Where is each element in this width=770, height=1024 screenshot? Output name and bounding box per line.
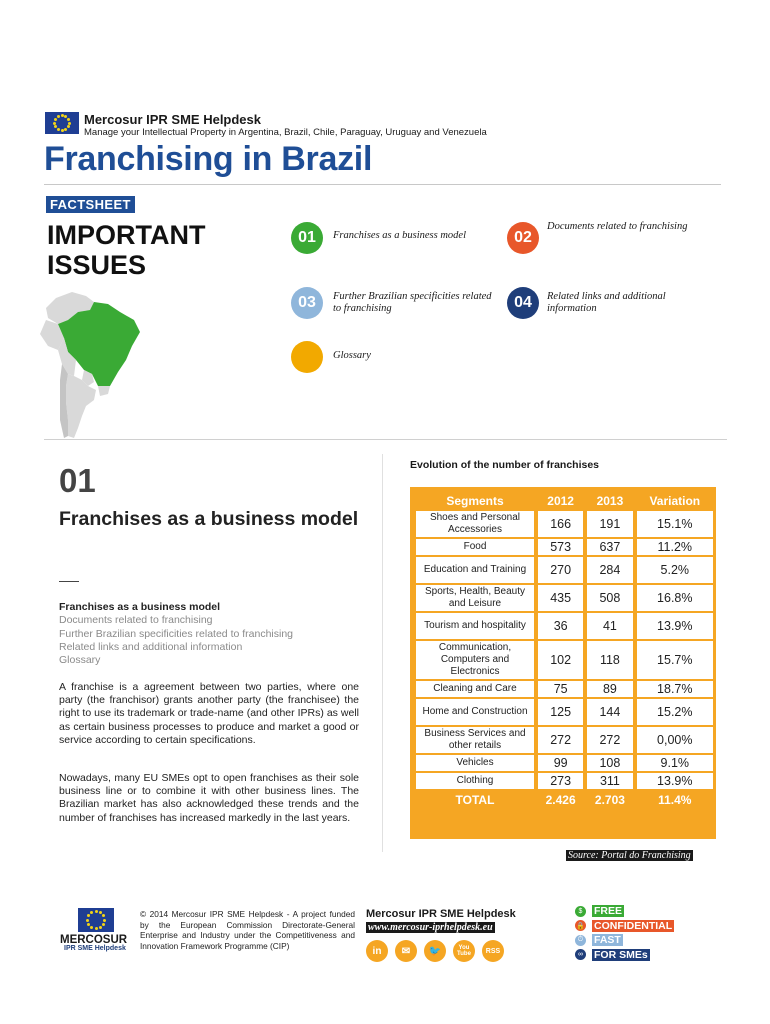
flag-star <box>95 927 98 930</box>
issue-01-badge[interactable]: 01 <box>291 222 323 254</box>
flag-star <box>53 122 56 125</box>
flag-star <box>87 914 90 917</box>
value-cell: 15.2% <box>637 699 713 725</box>
footer-logo: MERCOSUR <box>60 934 128 946</box>
value-cell: 41 <box>587 613 632 639</box>
service-tag <box>575 905 674 917</box>
table-row <box>416 557 713 583</box>
body-paragraph: Nowadays, many EU SMEs opt to open franchises as their sole business line or to combine it with other business lines. The Brazilian market has also acknowledged these trends and the number of franchises has increased markedly in the last years. <box>59 772 359 824</box>
col-header-2013: 2013 <box>596 494 624 508</box>
eu-flag-icon <box>78 908 114 932</box>
value-cell: 13.9% <box>637 773 713 789</box>
table-row <box>416 641 713 679</box>
toc-item-active[interactable]: Franchises as a business model <box>59 601 221 613</box>
title-divider <box>44 184 721 185</box>
flag-star <box>61 114 64 117</box>
value-cell: 270 <box>538 557 583 583</box>
toc-item[interactable]: Further Brazilian specificities related to franchising <box>59 627 294 640</box>
value-cell: 573 <box>538 539 583 555</box>
table-row <box>416 585 713 611</box>
page-title: Franchising in Brazil <box>44 140 373 178</box>
glossary-badge[interactable] <box>291 341 323 373</box>
tag-label: FAST <box>594 934 621 946</box>
table-row <box>416 773 713 789</box>
value-cell: 166 <box>538 511 583 537</box>
glossary-link[interactable]: Glossary <box>333 350 371 361</box>
col-header-2012: 2012 <box>547 494 574 508</box>
linkedin-icon[interactable]: in <box>366 940 388 962</box>
flag-star <box>86 919 89 922</box>
toc-item[interactable]: Glossary <box>59 654 101 667</box>
flag-star <box>95 910 98 913</box>
flag-star <box>90 926 93 929</box>
flag-star <box>57 128 60 131</box>
footer-logo-sub: IPR SME Helpdesk <box>64 945 126 952</box>
value-cell: 311 <box>587 773 632 789</box>
tag-icon: ∞ <box>575 949 586 960</box>
issues-word: ISSUES <box>47 250 147 280</box>
south-america-map-icon <box>34 290 144 440</box>
flag-star <box>103 919 106 922</box>
table-row <box>416 699 713 725</box>
service-tags <box>575 905 674 963</box>
value-cell: 99 <box>538 755 583 771</box>
flag-star <box>67 125 70 128</box>
value-cell: 36 <box>538 613 583 639</box>
flag-star <box>64 128 67 131</box>
section-heading: Franchises as a business model <box>59 508 359 530</box>
tag-label: CONFIDENTIAL <box>594 919 673 932</box>
tag-icon: 🔒 <box>575 920 586 931</box>
value-cell: 75 <box>538 681 583 697</box>
tag-label: FOR SMEs <box>594 948 648 961</box>
footer-copyright: © 2014 Mercosur IPR SME Helpdesk - A project funded by the European Commission Directorate-General Enterprise and Industry under the Competitiveness and Innovation Framework Programme (CIP) <box>140 909 355 951</box>
value-cell: 191 <box>587 511 632 537</box>
table-title: Evolution of the number of franchises <box>410 459 600 471</box>
issue-01-link[interactable]: Franchises as a business model <box>333 230 466 241</box>
total-value: 11.4% <box>658 793 692 807</box>
segment-cell: Clothing <box>416 773 534 789</box>
footer-url-link[interactable]: www.mercosur-iprhelpdesk.eu <box>368 922 493 933</box>
segment-cell: Vehicles <box>416 755 534 771</box>
factsheet-badge: FACTSHEET <box>46 196 135 213</box>
social-links <box>366 940 504 962</box>
total-row <box>416 791 713 809</box>
twitter-icon[interactable]: 🐦 <box>424 940 446 962</box>
value-cell: 16.8% <box>637 585 713 611</box>
flag-star <box>67 118 70 121</box>
flag-star <box>102 923 105 926</box>
segment-cell: Communication, Computers and Electronics <box>416 641 534 679</box>
service-tag <box>575 934 674 946</box>
issue-04-badge[interactable]: 04 <box>507 287 539 319</box>
value-cell: 435 <box>538 585 583 611</box>
issue-02-link[interactable]: Documents related to franchising <box>547 221 688 232</box>
value-cell: 15.1% <box>637 511 713 537</box>
tag-icon: $ <box>575 906 586 917</box>
table-row <box>416 511 713 537</box>
value-cell: 144 <box>587 699 632 725</box>
segment-cell: Food <box>416 539 534 555</box>
flag-star <box>61 129 64 132</box>
email-icon[interactable]: ✉ <box>395 940 417 962</box>
flag-star <box>57 115 60 118</box>
value-cell: 118 <box>587 641 632 679</box>
rss-icon[interactable]: RSS <box>482 940 504 962</box>
table-row <box>416 755 713 771</box>
brand-subtitle: Manage your Intellectual Property in Argentina, Brazil, Chile, Paraguay, Uruguay and Venezuela <box>84 127 487 138</box>
eu-flag-icon <box>45 112 79 134</box>
table-source: Source: Portal do Franchising <box>568 850 691 861</box>
flag-star <box>102 914 105 917</box>
value-cell: 508 <box>587 585 632 611</box>
value-cell: 18.7% <box>637 681 713 697</box>
segment-cell: Tourism and hospitality <box>416 613 534 639</box>
brand-title: Mercosur IPR SME Helpdesk <box>84 112 261 127</box>
total-value: 2.426 <box>545 793 576 807</box>
important-word: IMPORTANT <box>47 220 206 250</box>
youtube-icon[interactable]: You Tube <box>453 940 475 962</box>
value-cell: 89 <box>587 681 632 697</box>
issue-03-badge[interactable]: 03 <box>291 287 323 319</box>
column-divider <box>382 454 383 852</box>
issue-04-link[interactable]: Related links and additional information <box>547 291 666 314</box>
value-cell: 272 <box>587 727 632 753</box>
flag-star <box>90 911 93 914</box>
value-cell: 273 <box>538 773 583 789</box>
segment-cell: Home and Construction <box>416 699 534 725</box>
value-cell: 9.1% <box>637 755 713 771</box>
flag-star <box>54 118 57 121</box>
body-paragraph: A franchise is a agreement between two parties, where one party (the franchisor) grants another party (the franchisee) the right to use its trademark or trade-name (and other IPRs) as well as certain business processes to produce and market a good or service according to certain specifications. <box>59 681 359 746</box>
table-row <box>416 539 713 555</box>
service-tag <box>575 920 674 932</box>
franchise-table <box>410 487 716 839</box>
table-row <box>416 681 713 697</box>
table-row <box>416 727 713 753</box>
value-cell: 0,00% <box>637 727 713 753</box>
flag-star <box>68 122 71 125</box>
segment-cell: Education and Training <box>416 557 534 583</box>
service-tag <box>575 949 674 961</box>
heading-dash <box>59 581 79 582</box>
value-cell: 13.9% <box>637 613 713 639</box>
issue-02-badge[interactable]: 02 <box>507 222 539 254</box>
tag-icon: ⏱ <box>575 935 586 946</box>
value-cell: 108 <box>587 755 632 771</box>
segment-cell: Sports, Health, Beauty and Leisure <box>416 585 534 611</box>
tag-label: FREE <box>594 905 623 917</box>
value-cell: 125 <box>538 699 583 725</box>
important-issues-heading <box>47 220 205 280</box>
value-cell: 284 <box>587 557 632 583</box>
value-cell: 5.2% <box>637 557 713 583</box>
toc-item[interactable]: Documents related to franchising <box>59 614 213 627</box>
value-cell: 272 <box>538 727 583 753</box>
value-cell: 15.7% <box>637 641 713 679</box>
segment-cell: Cleaning and Care <box>416 681 534 697</box>
segment-cell: Shoes and Personal Accessories <box>416 511 534 537</box>
value-cell: 102 <box>538 641 583 679</box>
col-header-variation: Variation <box>649 494 701 508</box>
table-of-contents <box>59 601 379 667</box>
section-divider <box>44 439 727 440</box>
col-header-segments: Segments <box>446 494 504 508</box>
value-cell: 11.2% <box>637 539 713 555</box>
total-value: 2.703 <box>594 793 625 807</box>
toc-item[interactable]: Related links and additional information <box>59 640 243 653</box>
section-number: 01 <box>59 462 96 499</box>
value-cell: 637 <box>587 539 632 555</box>
table-row <box>416 613 713 639</box>
footer-brand: Mercosur IPR SME Helpdesk <box>366 908 516 920</box>
total-label: TOTAL <box>455 793 495 807</box>
segment-cell: Business Services and other retails <box>416 727 534 753</box>
issue-03-link[interactable]: Further Brazilian specificities related to franchising <box>333 291 492 314</box>
flag-star <box>99 926 102 929</box>
